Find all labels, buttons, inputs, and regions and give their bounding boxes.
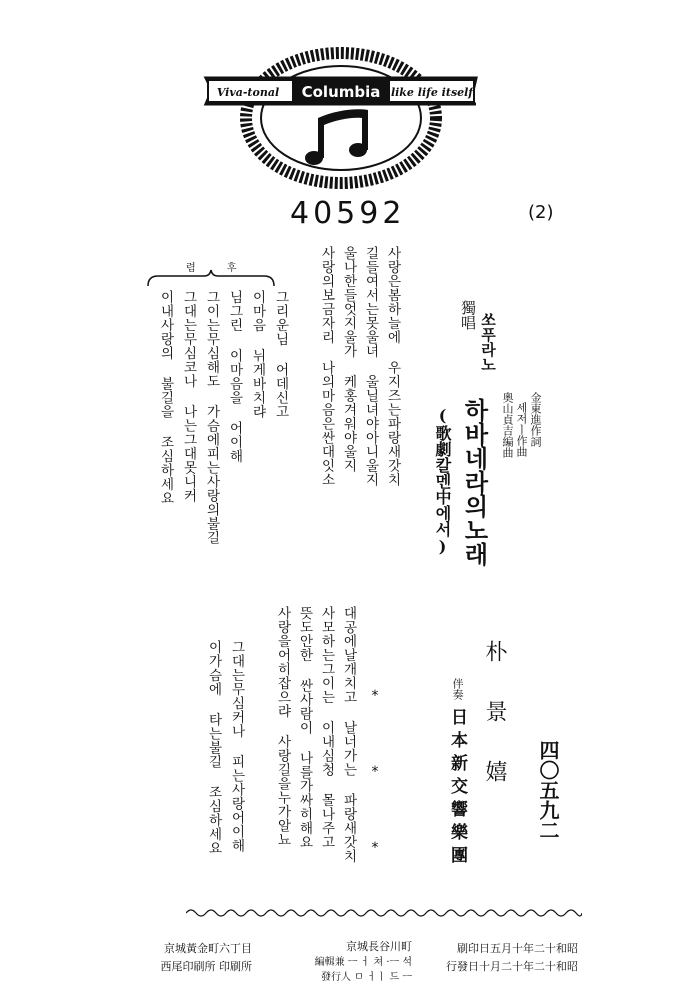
verse2-line: 뜻도안한 싼사람이 나를가싸히해요 bbox=[296, 606, 313, 849]
verse2-line: 이가슴에 타는불길 조심하세요 bbox=[205, 640, 222, 855]
verse2-line: 그대는무심커나 피는사랑어이해 bbox=[228, 640, 245, 853]
verse1-line: 그대는무심코나 나는그대못니커 bbox=[180, 290, 197, 503]
footer-divider bbox=[186, 906, 582, 920]
verse2-line: 사랑을어히잡으랴 사랑길을누가알뇨 bbox=[274, 606, 291, 847]
verse1-line: 사랑은봄하늘에 우지즈는파랑새갓치 bbox=[384, 246, 401, 487]
verse1-line: 이내사랑의 불길을 조심하세요 bbox=[157, 290, 174, 505]
verse1-line: 님그린 이마음을 어이해 bbox=[226, 290, 243, 463]
catalog-number: 40592 bbox=[290, 196, 406, 231]
song-subtitle: (歌劇칼멘中에서) bbox=[433, 406, 452, 556]
footer-printer-name: 西尾印刷所 bbox=[160, 960, 216, 973]
verse1-line: 울나한들엇지울가 케홍겨워야울지 bbox=[340, 246, 357, 473]
song-genre: 쏘푸라노 bbox=[479, 312, 497, 372]
catalog-number-kanji: 四〇五九二 bbox=[536, 740, 560, 840]
verse1-line: 이마음 뉘게바치랴 bbox=[249, 290, 266, 419]
section-stars: * * * bbox=[367, 688, 383, 878]
label-name: Columbia bbox=[301, 83, 381, 101]
verse1-line: 그리운님 어데신고 bbox=[272, 290, 289, 419]
footer-editor: 編輯兼 ㅡ ㅓ 쳐 ·ㅡ 석 bbox=[314, 957, 412, 968]
footer-printer-label: 印刷所 bbox=[219, 960, 252, 973]
accompaniment-label: 伴奏 bbox=[451, 678, 464, 700]
slogan-right: like life itself bbox=[390, 86, 474, 99]
footer-publish-date: 昭和十二年十二月十日發行 bbox=[446, 960, 578, 973]
page-marker: (2) bbox=[528, 202, 554, 223]
verse1-line: 사랑의보금자리 나의마음은싼대잇소 bbox=[318, 246, 335, 487]
verse2-line: 대공에날개치고 날너가는 파랑새갓치 bbox=[340, 606, 357, 863]
refrain-bracket bbox=[146, 268, 276, 288]
credit-lyricist: 金東進作詞 bbox=[529, 392, 542, 447]
credit-composer: 세저ㅣ作曲 bbox=[515, 402, 528, 457]
performance-type: 獨唱 bbox=[459, 300, 477, 330]
verse1-line: 그이는무심해도 가슴에피는사랑의불길 bbox=[203, 290, 220, 545]
footer-address-top: 京城長谷川町 bbox=[346, 940, 412, 953]
footer-publisher: 發行人 ㅁ ㅓㅣ 드 ㅡ bbox=[320, 972, 412, 983]
footer-address-printer: 京城黃金町六丁目 bbox=[164, 942, 252, 955]
verse1-line: 길들여서는못울녀 울닐녀야아니울지 bbox=[362, 246, 379, 487]
slogan-left: Viva-tonal bbox=[216, 86, 280, 99]
singer-name: 朴景嬉 bbox=[482, 640, 507, 820]
accompaniment: 日本新交響樂團 bbox=[447, 708, 467, 869]
footer-print-date: 昭和十二年十月五日印刷 bbox=[457, 942, 578, 955]
credit-arranger: 奧山貞吉編曲 bbox=[501, 392, 514, 458]
footer-printer bbox=[112, 958, 252, 974]
verse2-line: 사모하는그이는 이내심청 몰나주고 bbox=[318, 606, 335, 849]
song-title: 하바네라의노래 bbox=[460, 398, 489, 566]
columbia-logo bbox=[196, 40, 486, 190]
refrain-label: 렴 후 bbox=[186, 263, 251, 274]
